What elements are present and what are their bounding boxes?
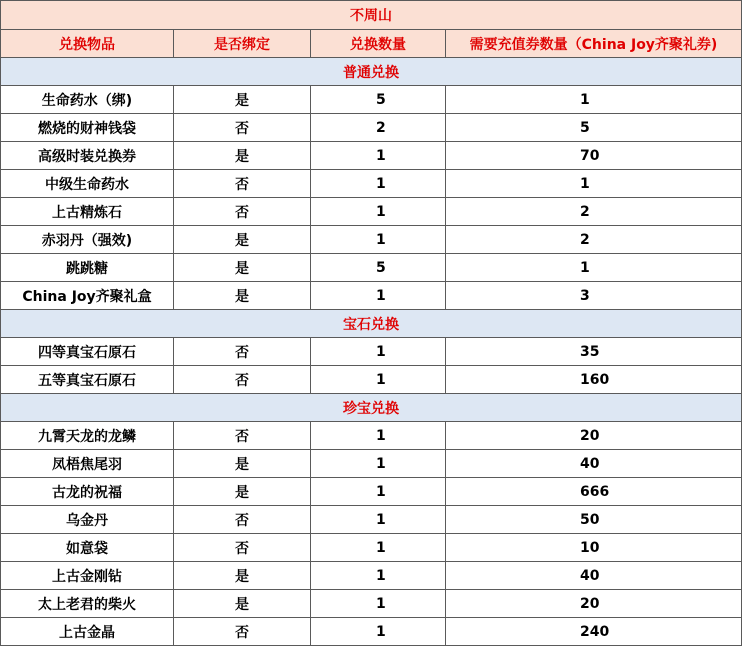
cell-item: 上古金刚钻 [1,562,174,590]
cell-bound: 否 [174,422,311,450]
exchange-table-body [1,1,742,646]
header-quantity: 兑换数量 [311,30,446,58]
title-row [1,1,742,30]
cell-bound: 否 [174,618,311,646]
cell-item: 四等真宝石原石 [1,338,174,366]
table-row [1,142,742,170]
cell-bound: 否 [174,114,311,142]
cell-quantity: 1 [311,618,446,646]
cell-bound: 是 [174,282,311,310]
cell-item: 中级生命药水 [1,170,174,198]
cell-bound: 是 [174,86,311,114]
cell-item: 凤梧焦尾羽 [1,450,174,478]
cell-cost: 240 [446,618,742,646]
table-row [1,422,742,450]
cell-item: 如意袋 [1,534,174,562]
cell-bound: 是 [174,254,311,282]
cell-quantity: 1 [311,170,446,198]
cell-item: 乌金丹 [1,506,174,534]
section-title: 宝石兑换 [1,310,742,338]
cell-cost: 160 [446,366,742,394]
cell-quantity: 1 [311,282,446,310]
cell-quantity: 1 [311,534,446,562]
cell-quantity: 1 [311,142,446,170]
table-row [1,590,742,618]
cell-item: 九霄天龙的龙鳞 [1,422,174,450]
cell-quantity: 2 [311,114,446,142]
cell-item: 五等真宝石原石 [1,366,174,394]
cell-item: 高级时装兑换券 [1,142,174,170]
table-row [1,366,742,394]
table-row [1,198,742,226]
cell-quantity: 1 [311,198,446,226]
section-title: 珍宝兑换 [1,394,742,422]
cell-bound: 是 [174,590,311,618]
table-row [1,226,742,254]
cell-bound: 否 [174,198,311,226]
cell-cost: 3 [446,282,742,310]
header-cost: 需要充值券数量（China Joy齐聚礼券) [446,30,742,58]
cell-bound: 是 [174,450,311,478]
header-row [1,30,742,58]
cell-quantity: 1 [311,338,446,366]
cell-cost: 20 [446,422,742,450]
cell-item: 上古精炼石 [1,198,174,226]
table-title: 不周山 [1,1,742,30]
cell-cost: 1 [446,86,742,114]
cell-cost: 5 [446,114,742,142]
cell-item: 上古金晶 [1,618,174,646]
cell-cost: 70 [446,142,742,170]
cell-quantity: 1 [311,422,446,450]
cell-bound: 是 [174,562,311,590]
table-row [1,562,742,590]
cell-quantity: 1 [311,562,446,590]
cell-quantity: 1 [311,506,446,534]
cell-cost: 35 [446,338,742,366]
cell-cost: 10 [446,534,742,562]
cell-bound: 否 [174,170,311,198]
cell-quantity: 1 [311,450,446,478]
cell-quantity: 1 [311,366,446,394]
cell-cost: 666 [446,478,742,506]
cell-bound: 是 [174,478,311,506]
cell-cost: 40 [446,450,742,478]
cell-item: 古龙的祝福 [1,478,174,506]
cell-bound: 否 [174,506,311,534]
cell-bound: 是 [174,142,311,170]
section-row [1,310,742,338]
cell-bound: 是 [174,226,311,254]
section-row [1,394,742,422]
cell-item: 生命药水（绑) [1,86,174,114]
header-bound: 是否绑定 [174,30,311,58]
cell-cost: 40 [446,562,742,590]
table-row [1,86,742,114]
table-row [1,170,742,198]
cell-cost: 50 [446,506,742,534]
table-row [1,254,742,282]
cell-cost: 2 [446,198,742,226]
cell-bound: 否 [174,534,311,562]
cell-bound: 否 [174,366,311,394]
section-title: 普通兑换 [1,58,742,86]
cell-quantity: 1 [311,478,446,506]
table-row [1,450,742,478]
cell-item: 太上老君的柴火 [1,590,174,618]
table-row [1,114,742,142]
cell-bound: 否 [174,338,311,366]
table-row [1,282,742,310]
cell-item: 跳跳糖 [1,254,174,282]
table-row [1,338,742,366]
cell-quantity: 1 [311,590,446,618]
cell-cost: 1 [446,254,742,282]
cell-quantity: 5 [311,86,446,114]
cell-item: 赤羽丹（强效) [1,226,174,254]
cell-cost: 2 [446,226,742,254]
cell-cost: 20 [446,590,742,618]
table-row [1,534,742,562]
cell-cost: 1 [446,170,742,198]
table-row [1,478,742,506]
cell-quantity: 5 [311,254,446,282]
cell-item: China Joy齐聚礼盒 [1,282,174,310]
table-row [1,506,742,534]
table-row [1,618,742,646]
cell-item: 燃烧的财神钱袋 [1,114,174,142]
section-row [1,58,742,86]
header-item: 兑换物品 [1,30,174,58]
cell-quantity: 1 [311,226,446,254]
